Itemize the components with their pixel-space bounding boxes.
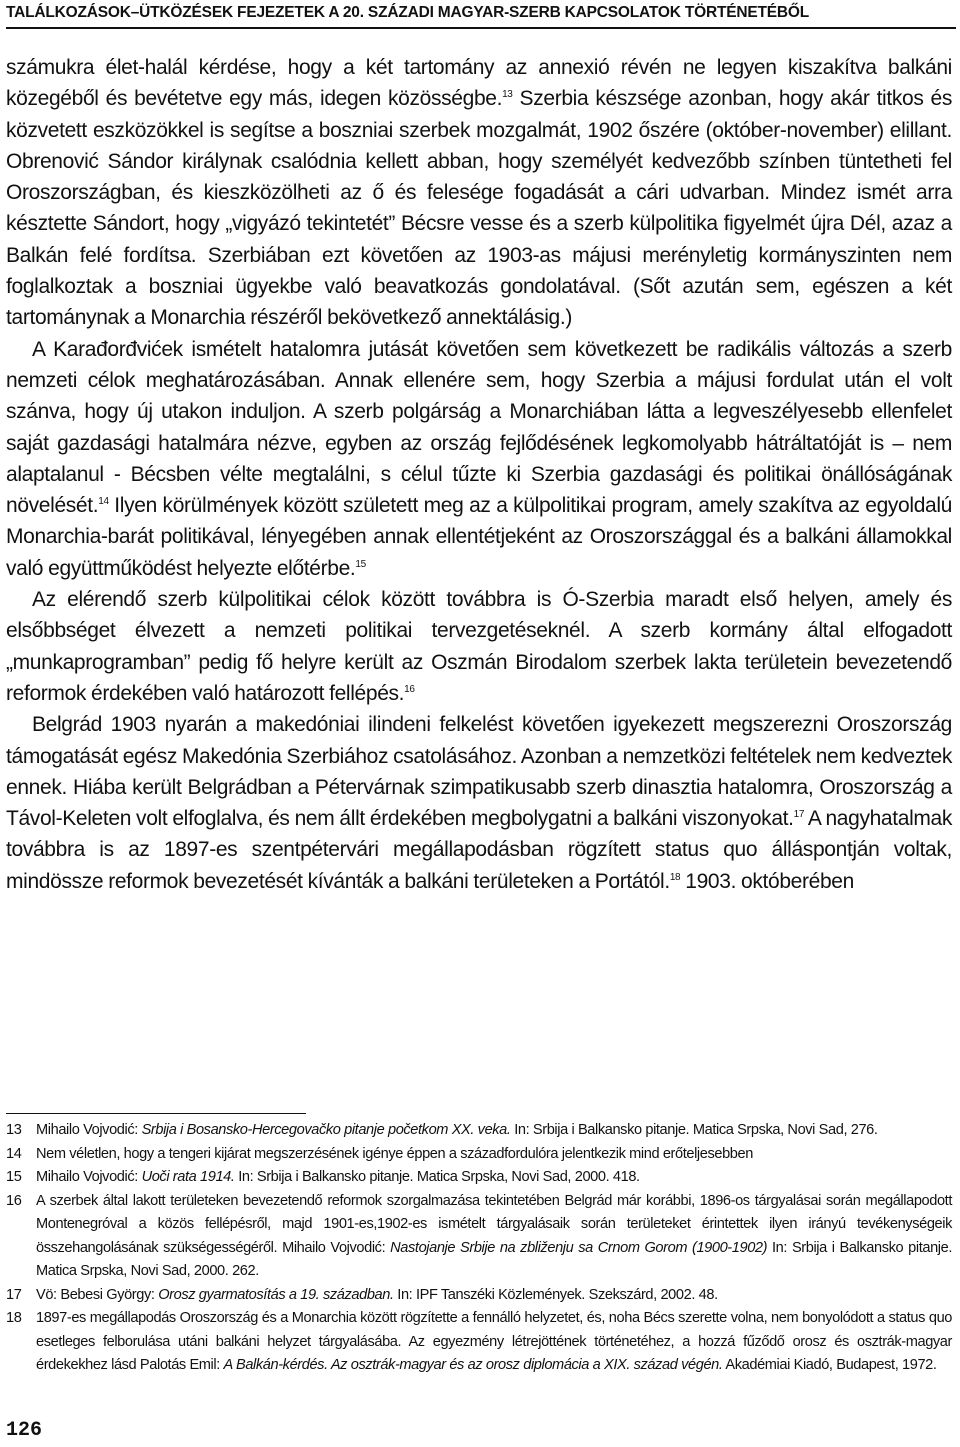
footnote-title: Srbija i Bosansko-Hercegovačko pitanje početkom XX. veka. [141, 1122, 511, 1138]
footnote-title: Orosz gyarmatosítás a 19. században. [158, 1286, 394, 1303]
paragraph-4 [6, 709, 952, 897]
footnote-separator [6, 1113, 306, 1114]
paragraph-text: A nagyhatalmak továbbra is az 1897-es szentpétervári megállapodásban rögzített status quo álláspontján voltak, mindössze reformok bevezetését kívánták a balkáni területeken a Portától. [6, 807, 953, 893]
paragraph-3 [6, 584, 952, 709]
footnote-ref[interactable]: 13 [502, 89, 513, 101]
footnote-18 [6, 1307, 952, 1378]
footnote-text-part: A szerbek által lakott területeken bevezetendő reformok szorgalmazása tekintetében Belgrád már korábbi, 1896-os tárgyalásai során megállapodott Montenegróval a közös fellépésről, majd 1901-es,1902-es ismételt tárgyalásaik során területeket érintettek ilyen irányú tevékenységeik összehangolásának szükségességéről. Mihailo Vojvodić: [36, 1192, 952, 1256]
footnote-ref[interactable]: 16 [404, 683, 415, 695]
paragraph-text: Szerbia készsége azonban, hogy akár titkos és közvetett eszközökkel is segítse a boszniai szerbek mozgalmát, 1902 őszére (október-november) elillant. Obrenović Sándor királynak csalódnia kellett abban, hogy személyét kedvezőbb színben tüntetheti fel Oroszországban, és kieszközölheti az ő és felesége fogadását a cári udvarban. Mindez ismét arra késztette Sándort, hogy „vigyázó tekintetét” Bécsre vesse és a szerb külpolitika figyelmét újra Dél, azaz a Balkán felé fordítsa. Szerbiában ezt követően az 1903-as májusi merényletig kormányszinten nem foglalkoztak a boszniai ügyekbe való beavatkozás gondolatával. (Sőt azután sem, egészen a két tartománynak a Monarchia részéről bekövetkező annektálásig.) [6, 87, 952, 330]
footnote-number: 15 [6, 1169, 22, 1185]
footnote-text [36, 1166, 952, 1190]
footnote-number: 13 [6, 1122, 22, 1138]
footnote-text [36, 1284, 952, 1308]
footnote-17 [6, 1284, 952, 1308]
footnote-title: Uoči rata 1914. [141, 1169, 235, 1185]
footnote-14 [6, 1143, 952, 1167]
footnote-text-part: In: Srbija i Balkansko pitanje. Matica Srpska, Novi Sad, 2000. 418. [234, 1169, 640, 1185]
footnote-13 [6, 1119, 952, 1143]
footnote-text-part: Mihailo Vojvodić: [36, 1169, 142, 1185]
footnote-15 [6, 1166, 952, 1190]
footnote-text [36, 1143, 952, 1167]
footnote-text-part: 1897-es megállapodás Oroszország és a Monarchia között rögzítette a fennálló helyzetet, és, noha Bécs szerette volna, nem bonyolódott a status quo esetleges felborulása utáni balkáni helyzet tárgyalásába. Az egyezmény létrejöttének történetéhez, a hozzá fűződő orosz és osztrák-magyar érdekekhez lásd Palotás Emil: [36, 1310, 952, 1373]
footnote-text [36, 1119, 952, 1143]
page-number: 126 [6, 1419, 43, 1442]
main-text [6, 52, 952, 897]
footnote-ref[interactable]: 14 [98, 496, 109, 508]
footnote-text [36, 1307, 952, 1378]
footnote-ref[interactable]: 17 [793, 809, 805, 821]
footnote-text [36, 1190, 952, 1284]
paragraph-text: számukra élet-halál kérdése, hogy a két tartomány az annexió révén ne legyen kiszakítva balkáni közegéből és bevétetve egy más, idegen közösségbe. [6, 56, 952, 111]
footnote-text-part: Akadémiai Kiadó, Budapest, 1972. [722, 1357, 937, 1373]
footnote-number: 14 [6, 1145, 22, 1162]
paragraph-text: Az elérendő szerb külpolitikai célok között továbbra is Ó-Szerbia maradt első helyen, amely és elsőbbséget élvezett a nemzeti politikai tervezgetéseknél. A szerb kormány által elfogadott „munkaprogramban” pedig fő helyre került az Oszmán Birodalom szerbek lakta területein bevezetendő reformok érdekében való határozott fellépés. [6, 588, 952, 705]
running-head: TALÁLKOZÁSOK–ÜTKÖZÉSEK FEJEZETEK A 20. SZÁZADI MAGYAR-SZERB KAPCSOLATOK TÖRTÉNETÉBŐL [6, 4, 810, 21]
paragraph-2 [6, 334, 952, 584]
footnote-text-part: In: Srbija i Balkansko pitanje. Matica Srpska, Novi Sad, 2000. 262. [36, 1239, 953, 1279]
footnote-text-part: Nem véletlen, hogy a tengeri kijárat megszerzésének igénye éppen a századfordulóra jelentkezik mind erőteljesebben [36, 1145, 753, 1162]
paragraph-text: 1903. októberében [680, 869, 854, 893]
footnote-text-part: Vö: Bebesi György: [36, 1286, 159, 1303]
footnote-ref[interactable]: 15 [355, 558, 366, 570]
paragraph-text: A Karađorđvićek ismételt hatalomra jutását követően sem következett be radikális változás a szerb nemzeti célok meghatározásában. Annak ellenére sem, hogy Szerbia a májusi fordulat után el volt szánva, hogy új utakon induljon. A szerb polgárság a Monarchiában látta a legveszélyesebb ellenfelet saját gazdasági hatalmára nézve, egyben az ország fejlődésének legkomolyabb hátráltatóját is – nem alaptalanul - Bécsben vélte megtalálni, s célul tűzte ki Szerbia gazdasági és politikai önállóságának növelését. [6, 337, 952, 518]
header-rule [6, 27, 956, 29]
footnote-text-part: In: Srbija i Balkansko pitanje. Matica Srpska, Novi Sad, 276. [510, 1122, 878, 1138]
footnote-number: 16 [6, 1192, 22, 1209]
footnote-number: 18 [6, 1310, 22, 1326]
paragraph-1 [6, 52, 952, 334]
footnote-16 [6, 1190, 952, 1284]
footnote-ref[interactable]: 18 [669, 871, 681, 883]
footnote-text-part: In: IPF Tanszéki Közlemények. Szekszárd, 2002. 48. [393, 1286, 718, 1303]
footnote-title: Nastojanje Srbije na zbliženju sa Crnom Gorom (1900-1902) [390, 1239, 768, 1256]
footnote-number: 17 [6, 1286, 22, 1303]
paragraph-text: Ilyen körülmények között született meg az a külpolitikai program, amely szakítva az egyoldalú Monarchia-barát politikával, lényegében annak ellentétjeként az Oroszországgal és a balkáni államokkal való együttműködést helyezte előtérbe. [6, 494, 952, 580]
footnote-title: A Balkán-kérdés. Az osztrák-magyar és az orosz diplomácia a XIX. század végén. [223, 1357, 723, 1373]
footnotes [6, 1119, 952, 1378]
footnote-text-part: Mihailo Vojvodić: [36, 1122, 142, 1138]
paragraph-text: Belgrád 1903 nyarán a makedóniai ilindeni felkelést követően igyekezett megszerezni Oroszország támogatását egész Makedónia Szerbiához csatolásához. Azonban a nemzetközi feltételek nem kedveztek ennek. Hiába került Belgrádban a Pétervárnak szimpatikusabb szerb dinasztia hatalomra, Oroszország a Távol-Keleten volt elfoglalva, és nem állt érdekében megbolygatni a balkáni viszonyokat. [6, 713, 952, 831]
